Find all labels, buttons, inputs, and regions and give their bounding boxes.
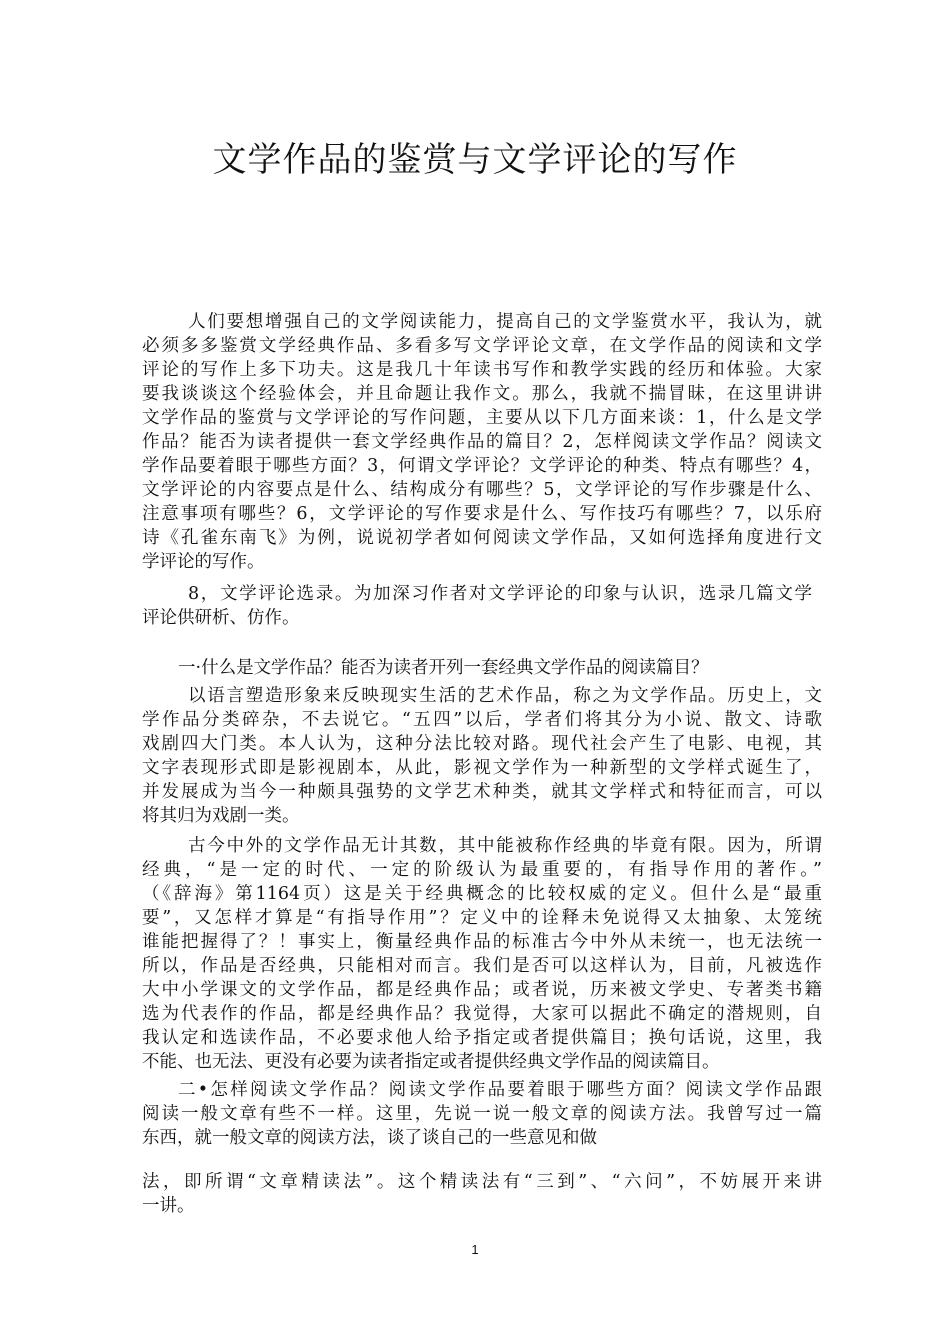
paragraph-line: 谁能把握得了？！事实上，衡量经典作品的标准古今中外从未统一，也无法统一 (142, 932, 822, 952)
paragraph-line: 法，即所谓“文章精读法”。这个精读法有“三到”、“六问”，不妨展开来讲 (142, 1172, 822, 1192)
paragraph-line: 必须多多鉴赏文学经典作品、多看多写文学评论文章，在文学作品的阅读和文学 (142, 336, 822, 356)
paragraph-line: 评论的写作上多下功夫。这是我几十年读书写作和教学实践的经历和体验。大家 (142, 360, 822, 380)
paragraph-line: 东西，就一般文章的阅读方法，谈了谈自己的一些意见和做 (142, 1128, 597, 1148)
paragraph-line: 诗《孔雀东南飞》为例，说说初学者如何阅读文学作品，又如何选择角度进行文 (142, 528, 822, 548)
paragraph-line: 以语言塑造形象来反映现实生活的艺术作品，称之为文学作品。历史上，文 (188, 686, 822, 706)
paragraph-line: 要”，又怎样才算是“有指导作用”？定义中的诠释未免说得又太抽象、太笼统 (142, 908, 822, 928)
paragraph-line: 戏剧四大门类。本人认为，这种分法比较对路。现代社会产生了电影、电视，其 (142, 734, 822, 754)
paragraph-line: 学评论的写作。 (142, 552, 265, 572)
paragraph-line: （《辞海》第1164页）这是关于经典概念的比较权威的定义。但什么是“最重 (142, 884, 822, 904)
paragraph-line: 学作品要着眼于哪些方面？3，何谓文学评论？文学评论的种类、特点有哪些？4， (142, 456, 822, 476)
paragraph-line: 我认定和选读作品，不必要求他人给予指定或者提供篇目；换句话说，这里，我 (142, 1028, 822, 1048)
paragraph-line: 文字表现形式即是影视剧本，从此，影视文学作为一种新型的文学样式诞生了， (142, 758, 822, 778)
section-heading: 二•怎样阅读文学作品？阅读文学作品要着眼于哪些方面？阅读文学作品跟 (178, 1080, 822, 1100)
paragraph-line: 大中小学课文的文学作品，都是经典作品；或者说，历来被文学史、专著类书籍 (142, 980, 822, 1000)
paragraph-line: 古今中外的文学作品无计其数，其中能被称作经典的毕竟有限。因为，所谓 (188, 836, 822, 856)
paragraph-line: 所以，作品是否经典，只能相对而言。我们是否可以这样认为，目前，凡被选作 (142, 956, 822, 976)
paragraph-line: 并发展成为当今一种颇具强势的文学艺术种类，就其文学样式和特征而言，可以 (142, 782, 822, 802)
paragraph-line: 人们要想增强自己的文学阅读能力，提高自己的文学鉴赏水平，我认为，就 (188, 312, 822, 332)
section-heading: 一·什么是文学作品？能否为读者开列一套经典文学作品的阅读篇目？ (178, 658, 709, 678)
paragraph-line: 注意事项有哪些？6，文学评论的写作要求是什么、写作技巧有哪些？7，以乐府 (142, 504, 822, 524)
paragraph-line: 将其归为戏剧一类。 (142, 806, 300, 826)
page-number: 1 (471, 1242, 479, 1257)
paragraph-line: 文学作品的鉴赏与文学评论的写作问题，主要从以下几方面来谈：1，什么是文学 (142, 408, 822, 428)
paragraph-line: 要我谈谈这个经验体会，并且命题让我作文。那么，我就不揣冒昧，在这里讲讲 (142, 384, 822, 404)
paragraph-line: 不能、也无法、更没有必要为读者指定或者提供经典文学作品的阅读篇目。 (142, 1052, 720, 1072)
paragraph-line: 学作品分类碎杂，不去说它。“五四”以后，学者们将其分为小说、散文、诗歌 (142, 710, 822, 730)
paragraph-line: 8，文学评论选录。为加深习作者对文学评论的印象与认识，选录几篇文学 (188, 584, 812, 604)
document-title: 文学作品的鉴赏与文学评论的写作 (212, 140, 738, 180)
paragraph-line: 阅读一般文章有些不一样。这里，先说一说一般文章的阅读方法。我曾写过一篇 (142, 1104, 822, 1124)
paragraph-line: 经典，“是一定的时代、一定的阶级认为最重要的，有指导作用的著作。” (142, 860, 822, 880)
paragraph-line: 一讲。 (142, 1196, 195, 1216)
paragraph-line: 选为代表作的作品，都是经典作品？我觉得，大家可以据此不确定的潜规则，自 (142, 1004, 822, 1024)
paragraph-line: 作品？能否为读者提供一套文学经典作品的篇目？2，怎样阅读文学作品？阅读文 (142, 432, 822, 452)
paragraph-line: 文学评论的内容要点是什么、结构成分有哪些？5，文学评论的写作步骤是什么、 (142, 480, 822, 500)
paragraph-line: 评论供研析、仿作。 (142, 608, 300, 628)
